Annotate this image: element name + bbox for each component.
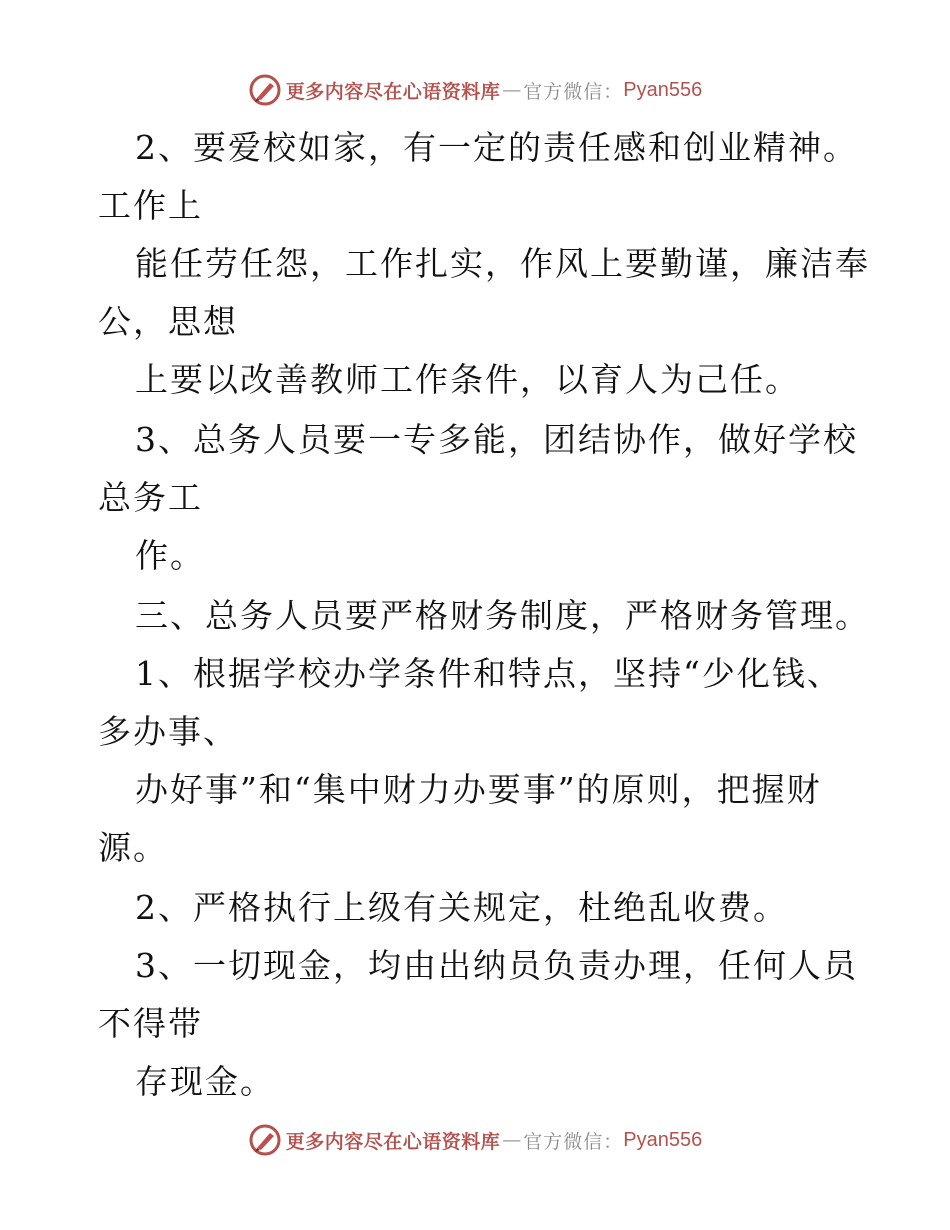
text-line: 3、一切现金，均由出纳员负责办理，任何人员 — [135, 946, 858, 985]
text-line: 工作上 — [98, 186, 203, 225]
pen-logo-icon — [248, 1123, 282, 1157]
banner-wechat-label: 官方微信： — [523, 80, 624, 103]
text-line: 作。 — [135, 536, 205, 575]
text-line: 3、总务人员要一专多能，团结协作，做好学校 — [135, 420, 858, 459]
text-line: 总务工 — [98, 478, 203, 517]
banner-dash: — — [502, 79, 522, 101]
text-line: 不得带 — [98, 1004, 203, 1043]
text-line: 公，思想 — [98, 302, 238, 341]
banner-dash: — — [502, 1129, 522, 1151]
text-line: 2、严格执行上级有关规定，杜绝乱收费。 — [135, 888, 788, 927]
text-line: 三、总务人员要严格财务制度，严格财务管理。 — [135, 596, 870, 635]
banner-brand-text: 更多内容尽在心语资料库 — [285, 80, 501, 103]
text-line: 存现金。 — [135, 1062, 275, 1101]
banner-wechat-id: Pyan556 — [623, 1128, 703, 1151]
text-line: 能任劳任怨，工作扎实，作风上要勤谨，廉洁奉 — [135, 244, 870, 283]
banner-wechat-label: 官方微信： — [523, 1130, 624, 1153]
banner-brand-text: 更多内容尽在心语资料库 — [285, 1130, 501, 1153]
text-line: 1、根据学校办学条件和特点，坚持“少化钱、 — [135, 654, 842, 693]
text-line: 多办事、 — [98, 712, 238, 751]
header-banner — [0, 70, 950, 110]
footer-banner — [0, 1120, 950, 1160]
text-line: 办好事”和“集中财力办要事”的原则，把握财 — [135, 770, 822, 809]
banner-wechat-id: Pyan556 — [623, 78, 703, 101]
text-line: 源。 — [98, 828, 168, 867]
pen-logo-icon — [248, 73, 282, 107]
text-line: 2、要爱校如家，有一定的责任感和创业精神。 — [135, 128, 858, 167]
text-line: 上要以改善教师工作条件，以育人为己任。 — [135, 360, 800, 399]
